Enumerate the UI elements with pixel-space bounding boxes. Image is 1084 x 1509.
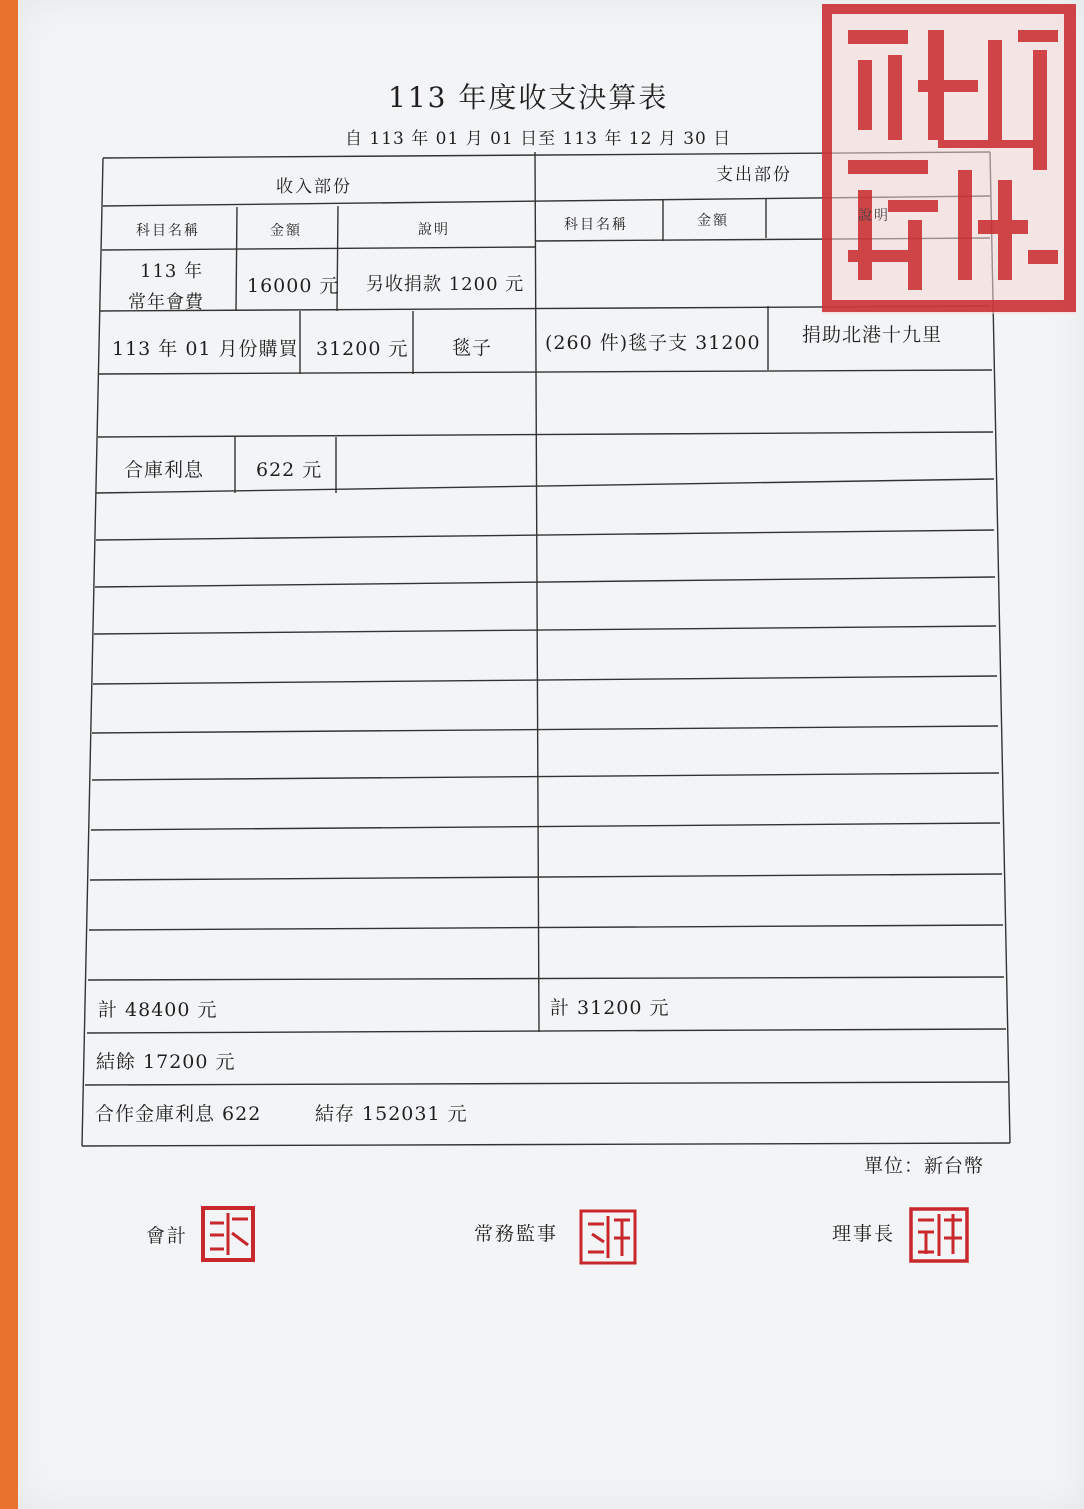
membership-fee-amount: 16000 元	[247, 275, 340, 297]
interest-summary: 合作金庫利息 622	[95, 1103, 262, 1125]
membership-year: 113 年	[140, 261, 204, 282]
purchase-goods: 毯子	[452, 337, 493, 359]
purchase-note: 捐助北港十九里	[802, 324, 943, 346]
expense-col-note: 說明	[858, 208, 890, 224]
chairman-label: 理事長	[832, 1223, 896, 1245]
association-seal	[818, 0, 1080, 320]
income-col-note: 說明	[418, 222, 450, 238]
accountant-label: 會計	[146, 1225, 189, 1247]
expense-col-item: 科目名稱	[564, 217, 628, 233]
unit-label: 單位：新台幣	[864, 1155, 985, 1177]
stock-summary: 結存 152031 元	[315, 1103, 468, 1125]
income-col-amount: 金額	[270, 223, 302, 239]
supervisor-seal	[578, 1208, 638, 1266]
interest-item: 合庫利息	[124, 459, 205, 481]
period-text: 自 113 年 01 月 01 日至 113 年 12 月 30 日	[345, 129, 732, 149]
expense-header: 支出部份	[716, 165, 792, 185]
membership-fee-label: 常年會費	[128, 292, 204, 313]
donation-note: 另收捐款 1200 元	[366, 274, 525, 295]
purchase-item: 113 年 01 月份購買	[112, 338, 299, 360]
income-header: 收入部份	[276, 177, 352, 197]
balance-text: 結餘 17200 元	[96, 1051, 236, 1073]
chairman-seal	[908, 1206, 970, 1264]
accountant-seal	[200, 1205, 256, 1263]
income-total: 計 48400 元	[98, 999, 218, 1021]
expense-col-amount: 金額	[697, 213, 729, 229]
purchase-amount: 31200 元	[316, 338, 409, 360]
expense-total: 計 31200 元	[550, 997, 670, 1019]
income-col-item: 科目名稱	[136, 223, 200, 239]
interest-amount: 622 元	[256, 459, 323, 481]
purchase-detail: (260 件)毯子支 31200	[545, 332, 761, 354]
supervisor-label: 常務監事	[474, 1223, 559, 1245]
page-title: 113 年度收支決算表	[388, 81, 669, 114]
